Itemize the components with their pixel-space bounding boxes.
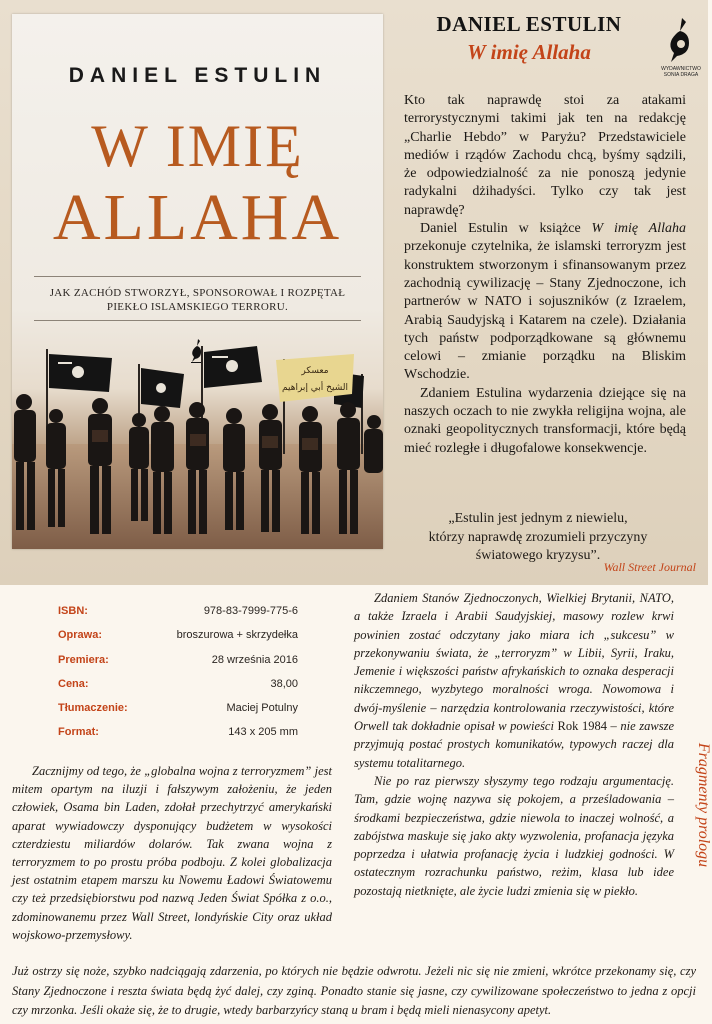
detail-value: 143 x 205 mm xyxy=(228,726,298,739)
excerpt-paragraph: Już ostrzy się noże, szybko nadciągają zdarzenia, po których nie będzie odwrotu. Jeżeli nic się nie zmieni, wkrótce przekonamy się, czy Stany Zjednoczone i reszta świata będą żyć dalej, czy zginą. Ponadto stanie się jasne, czy cywilizowane społeczeństwo to jedna z opcji czy mrzonka. Jeśli okaże się, że to drugie, wtedy barbarzyńcy staną u bram i będą mieli nienasycony apetyt. xyxy=(12,964,696,1017)
detail-row-translation xyxy=(58,700,298,724)
book-details xyxy=(58,603,298,749)
excerpt-right-column xyxy=(354,589,674,900)
book-blurb xyxy=(404,92,686,458)
detail-row-isbn xyxy=(58,603,298,627)
book-cover xyxy=(12,14,383,549)
detail-label: Cena: xyxy=(58,677,89,690)
quote-line-2: którzy naprawdę zrozumieli przyczyny xyxy=(428,529,648,545)
detail-value: 978-83-7999-775-6 xyxy=(203,605,298,617)
detail-label: Premiera: xyxy=(58,653,109,666)
detail-row-format xyxy=(58,724,298,748)
publisher-name-line2: SONIA DRAGA xyxy=(663,72,699,78)
banner-text-line1: معسكر xyxy=(301,366,329,376)
detail-value: 38,00 xyxy=(270,677,298,690)
banner-text-line2: الشيخ أبي إبراهيم xyxy=(282,383,348,393)
blurb-paragraph-2 xyxy=(404,220,686,385)
excerpt-book-title: Rok 1984 xyxy=(557,719,607,734)
detail-label: ISBN: xyxy=(58,605,88,617)
cover-title-line2: ALLAHA xyxy=(52,181,343,254)
publisher-name xyxy=(654,66,708,78)
detail-row-price xyxy=(58,676,298,700)
cover-author: DANIEL ESTULIN xyxy=(68,64,327,87)
excerpt-paragraph xyxy=(354,589,674,772)
side-label xyxy=(690,720,710,890)
publisher-name-line1: WYDAWNICTWO xyxy=(661,66,701,72)
excerpt-paragraph: Nie po raz pierwszy słyszymy tego rodzaju argumentację. Tam, gdzie wojnę nazywa się pokojem, a prześladowania – środkami bezpieczeństwa, gdzie niewola to inaczej wolność, a zabójstwa maskuje się jako akty wyzwolenia, profanacja języka poprzedza i ułatwia profanację życia i ludzkiej godności. W ostatecznym rozrachunku państwo, reżim, klasa lub idee pozostają nietknięte, ale życie ludzi zmienia się w piekło. xyxy=(354,773,674,898)
cover-rule-bottom xyxy=(34,320,361,321)
review-quote xyxy=(398,510,678,566)
detail-value: Maciej Potulny xyxy=(226,702,298,715)
detail-row-binding xyxy=(58,627,298,651)
detail-label: Format: xyxy=(58,726,99,739)
excerpt-bottom xyxy=(12,962,696,1021)
militant-crowd-illustration xyxy=(12,344,383,549)
header-author: DANIEL ESTULIN xyxy=(436,12,622,36)
side-label-text: Fragmenty prologu xyxy=(695,742,712,868)
cover-subtitle xyxy=(42,286,353,314)
quote-line-1: „Estulin jest jednym z niewielu, xyxy=(448,511,628,526)
excerpt-left-column xyxy=(12,762,332,944)
blurb-paragraph-1: Kto tak naprawdę stoi za atakami terrorystycznymi takimi jak ten na redakcję „Charlie Hebdo” w Paryżu? Przedstawiciele mediów i rządów Zachodu chcą, byśmy sądzili, że odpowiedzialność za nie ponoszą jedynie radykalni dżihadyści. Tylko czy tak jest naprawdę? xyxy=(404,93,686,218)
detail-label: Oprawa: xyxy=(58,629,103,642)
publisher-logo-icon xyxy=(664,16,698,64)
cover-subtitle-line2: PIEKŁO ISLAMSKIEGO TERRORU. xyxy=(106,301,289,313)
cover-subtitle-line1: JAK ZACHÓD STWORZYŁ, SPONSOROWAŁ I ROZPĘTAŁ xyxy=(49,287,346,299)
cover-rule-top xyxy=(34,276,361,277)
detail-value: broszurowa + skrzydełka xyxy=(176,629,298,642)
cover-title-line1: W IMIĘ xyxy=(91,113,304,179)
header-book-title: W imię Allaha xyxy=(467,40,591,64)
excerpt-text: Zdaniem Stanów Zjednoczonych, Wielkiej Brytanii, NATO, a także Izraela i Arabii Saudyjskiej, masowy rozlew krwi powinien zostać odczytany jako miara ich „sukcesu” w przekonywaniu świata, że „terroryzm” w Libii, Syrii, Iraku, Jemenie i większości państw afrykańskich to oznaka desperacji nikczemnego, wyzbytego moralności wroga. Nowomowa i dwój-myślenie – narzędzia kontrolowania rzeczywistości, które Orwell tak dokładnie opisał w powieści xyxy=(354,591,674,734)
blurb-paragraph-3: Zdaniem Estulina wydarzenia dziejące się na naszych oczach to nie zwykła religijna wojna, ale oznaki geopolitycznych transformacji, które będą mieć rozległe i długofalowe konsekwencje. xyxy=(404,385,686,456)
detail-label: Tłumaczenie: xyxy=(58,702,128,715)
excerpt-text: – nie zawsze przyjmują postać prostych komunikatów, typowych raczej dla systemu totalitarnego. xyxy=(354,719,674,770)
excerpt-paragraph: Zacznijmy od tego, że „globalna wojna z terroryzmem” jest mitem opartym na iluzji i fałszywym założeniu, że jeden człowiek, Osama bin Laden, zdołał przechytrzyć amerykański aparat wywiadowczy dysponujący budżetem w wysokości czterdziestu miliardów dolarów. Tak zwana wojna z terroryzmem to po prostu próba podboju. Z kolei globalizacja jest ostatnim etapem marszu ku Nowemu Ładowi Światowemu czy też przedsiębiorstwu pod nazwą Jeden Świat Spółka z o.o., zdominowanemu przez Wall Street, londyńskie City oraz układ wojskowo-przemysłowy. xyxy=(12,764,332,942)
blurb-p2-prefix: Daniel Estulin w książce xyxy=(420,221,592,237)
quote-source: Wall Street Journal xyxy=(603,560,696,574)
blurb-p2-book-title: W imię Allaha xyxy=(591,221,686,237)
quote-line-3: światowego kryzysu”. xyxy=(475,548,601,563)
detail-row-premiere xyxy=(58,652,298,676)
detail-value: 28 września 2016 xyxy=(211,653,298,666)
blurb-p2-rest: przekonuje czytelnika, że islamski terroryzm jest konstruktem stworzonym i sfinansowanym przez zachodnią cywilizację – Stany Zjednoczone, ich partnerów w NATO i sojuszników (z Izraelem, Arabią Saudyjską i Katarem na czele). Działania tych państw podporządkowane są głównemu celowi – zmianie porządku na Bliskim Wschodzie. xyxy=(404,239,686,383)
